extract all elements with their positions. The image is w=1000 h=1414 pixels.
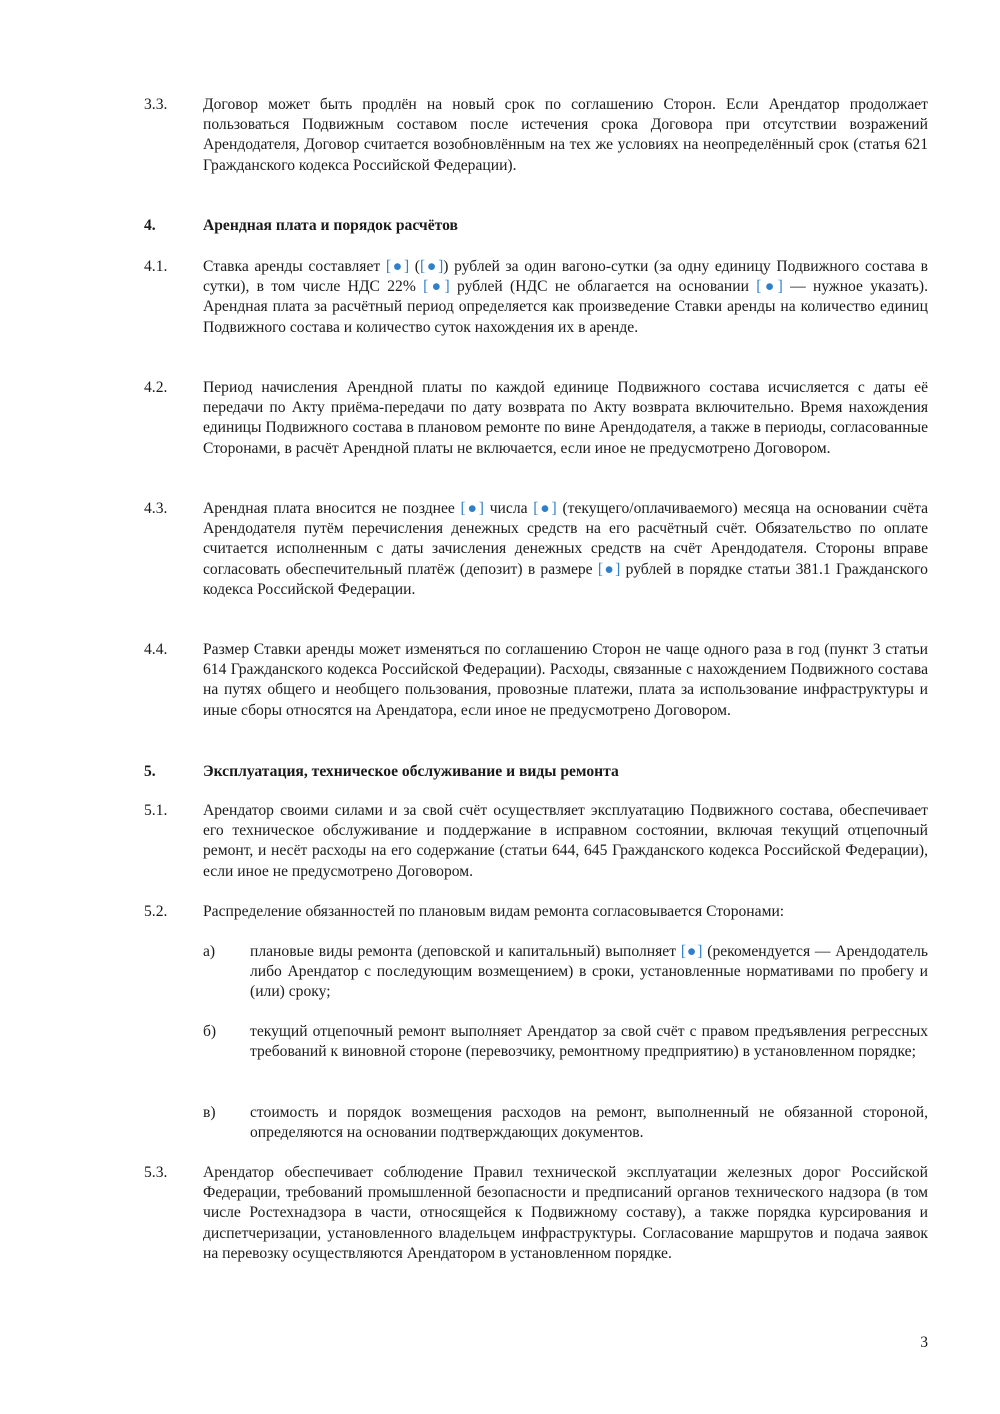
- clause-text: Период начисления Арендной платы по каждой единице Подвижного состава исчисляется с даты её передачи по Акту приёма-передачи по дату возврата по Акту возврата включительно. Время нахождения единицы Подвижного состава в плановом ремонте по вине Арендодателя, а также в периоды, согласованные Сторонами, в расчёт Арендной платы не включается, если иное не предусмотрено Договором.: [203, 379, 928, 457]
- subclause-text: стоимость и порядок возмещения расходов на ремонт, выполненный не обязанной стороной, определяются на основании подтверждающих документов.: [250, 1104, 928, 1142]
- subclause-letter: б): [203, 1023, 217, 1040]
- placeholder-field: [●]: [597, 560, 621, 578]
- clause-text: Размер Ставки аренды может изменяться по соглашению Сторон не чаще одного раза в год (пункт 3 статьи 614 Гражданского кодекса Российской Федерации). Расходы, связанные с нахождением Подвижного состава на путях общего и необщего пользования, провозные платежи, плата за использование инфраструктуры и иные сборы относятся на Арендатора, если иное не предусмотрено Договором.: [203, 641, 928, 719]
- subclause-letter: в): [203, 1104, 216, 1121]
- text-fragment: (: [409, 258, 420, 275]
- clause-text: Арендатор обеспечивает соблюдение Правил технической эксплуатации железных дорог Российской Федерации, требований промышленной безопасности и предписаний органов технического надзора (в том числе Ростехнадзора в части, относящейся к Подвижному составу), а также порядка курсирования и диспетчеризации, установленного владельцем инфраструктуры. Согласование маршрутов и подача заявок на перевозку осуществляются Арендатором в установленном порядке.: [203, 1164, 928, 1262]
- clause-text: Распределение обязанностей по плановым видам ремонта согласовывается Сторонами:: [203, 903, 785, 920]
- text-fragment: плановые виды ремонта (деповской и капитальный) выполняет: [250, 943, 681, 960]
- clause-number: 5.3.: [144, 1164, 168, 1181]
- placeholder-field: [●]: [756, 278, 783, 296]
- text-fragment: рублей в порядке статьи 381.1 Гражданского кодекса Российской Федерации.: [203, 560, 928, 598]
- subclause-text: текущий отцепочный ремонт выполняет Арендатор за свой счёт с правом предъявления регрессных требований к виновной стороне (перевозчику, ремонтному предприятию) в установленном порядке;: [250, 1023, 928, 1061]
- subclause-text: [250, 942, 928, 1003]
- clause-number: 5.1.: [144, 802, 168, 819]
- page-number: 3: [920, 1334, 928, 1351]
- clause-text: Арендатор своими силами и за свой счёт осуществляет эксплуатацию Подвижного состава, обеспечивает его техническое обслуживание и поддержание в исправном состоянии, включая текущий отцепочный ремонт, и несёт расходы на его содержание (статьи 644, 645 Гражданского кодекса Российской Федерации), если иное не предусмотрено Договором.: [203, 802, 928, 880]
- section-title: Арендная плата и порядок расчётов: [203, 217, 458, 234]
- placeholder-field: [●]: [680, 943, 703, 960]
- clause-number: 3.3.: [144, 96, 168, 113]
- text-fragment: — нужное указать). Арендная плата за расчётный период определяется как произведение Ставки аренды на количество единиц Подвижного состава и количество суток нахождения их в аренде.: [203, 278, 928, 336]
- placeholder-field: [●]: [385, 258, 410, 275]
- text-fragment: рублей (НДС не облагается на основании: [449, 278, 757, 296]
- placeholder-field: [●]: [533, 500, 557, 517]
- subclause-letter: а): [203, 943, 216, 960]
- clause-text: [203, 499, 928, 600]
- text-fragment: числа: [484, 500, 534, 517]
- placeholder-field: [●]: [423, 278, 450, 296]
- clause-text: Договор может быть продлён на новый срок по соглашению Сторон. Если Арендатор продолжает пользоваться Подвижным составом после истечения срока Договора при отсутствии возражений Арендодателя, Договор считается возобновлённым на тех же условиях на неопределённый срок (статья 621 Гражданского кодекса Российской Федерации).: [203, 96, 928, 174]
- section-number: 5.: [144, 763, 156, 780]
- text-fragment: Арендная плата вносится не позднее: [203, 500, 461, 517]
- clause-number: 4.2.: [144, 379, 168, 396]
- clause-text: [203, 257, 928, 338]
- clause-number: 4.1.: [144, 258, 168, 275]
- placeholder-field: [●]: [460, 500, 484, 517]
- text-fragment: (текущего/оплачиваемого) месяца на основании счёта Арендодателя путём перечисления денежных средств на его расчётный счёт. Обязательство по оплате считается исполненным с даты зачисления денежных средств на счёт Арендодателя. Стороны вправе согласовать обеспечительный платёж (депозит) в размере: [203, 500, 928, 578]
- placeholder-field: [●]: [419, 258, 444, 275]
- clause-number: 5.2.: [144, 903, 168, 920]
- text-fragment: ) рублей за один вагоно-сутки (за одну единицу Подвижного состава в сутки), в том числе НДС 22%: [203, 258, 928, 296]
- section-number: 4.: [144, 217, 156, 234]
- section-title: Эксплуатация, техническое обслуживание и виды ремонта: [203, 763, 619, 780]
- text-fragment: (рекомендуется — Арендодатель либо Арендатор с последующим возмещением) в сроки, установленные нормативами по пробегу и (или) сроку;: [250, 943, 928, 1001]
- clause-number: 4.3.: [144, 500, 168, 517]
- clause-number: 4.4.: [144, 641, 168, 658]
- text-fragment: Ставка аренды составляет: [203, 258, 386, 275]
